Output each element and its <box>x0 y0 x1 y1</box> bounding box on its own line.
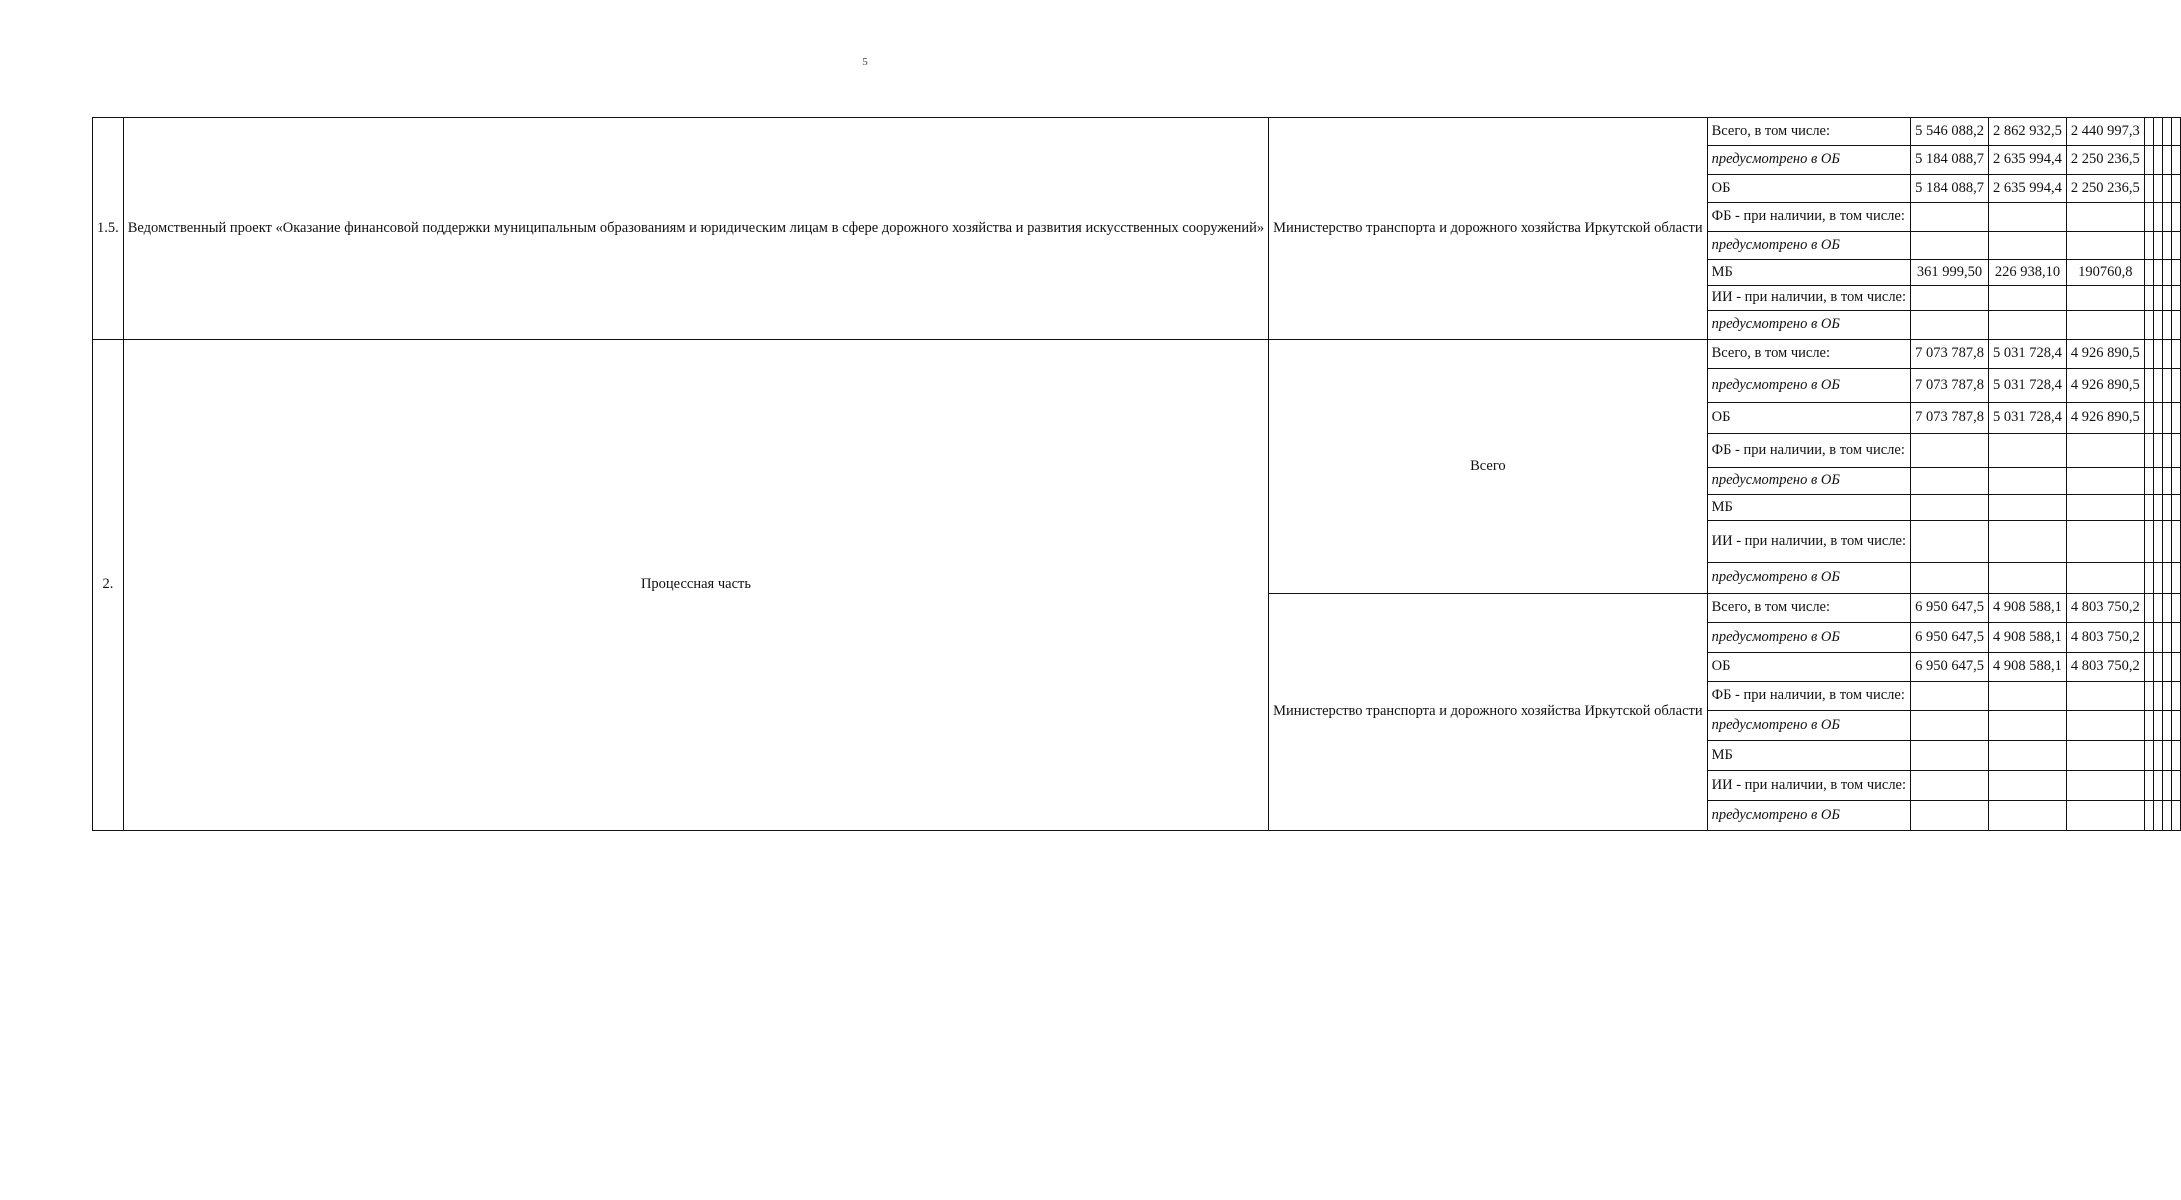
funding-value <box>2162 403 2171 434</box>
funding-value <box>2171 175 2180 203</box>
funding-value <box>1988 232 2066 260</box>
funding-value <box>1911 468 1989 495</box>
funding-value <box>2171 468 2180 495</box>
funding-value: 226 938,10 <box>1988 260 2066 286</box>
funding-value <box>1988 521 2066 563</box>
funding-value: 4 803 750,2 <box>2066 653 2144 682</box>
funding-value <box>1911 563 1989 594</box>
funding-source: предусмотрено в ОБ <box>1707 801 1910 831</box>
table-row <box>93 118 2181 146</box>
funding-value <box>2162 146 2171 175</box>
funding-value <box>2162 203 2171 232</box>
funding-value <box>1988 495 2066 521</box>
funding-value <box>2162 495 2171 521</box>
funding-value <box>2171 403 2180 434</box>
funding-value: 5 184 088,7 <box>1911 146 1989 175</box>
funding-value <box>2144 623 2153 653</box>
funding-source: ФБ - при наличии, в том числе: <box>1707 203 1910 232</box>
funding-value <box>2144 495 2153 521</box>
funding-value <box>2066 741 2144 771</box>
table-row <box>93 340 2181 369</box>
funding-value <box>2153 623 2162 653</box>
funding-value <box>1988 741 2066 771</box>
funding-value <box>1988 203 2066 232</box>
funding-value <box>2171 311 2180 340</box>
funding-value <box>2171 286 2180 311</box>
funding-value <box>2162 340 2171 369</box>
funding-value <box>1911 232 1989 260</box>
funding-value <box>2153 563 2162 594</box>
funding-value <box>2162 434 2171 468</box>
funding-value <box>2162 286 2171 311</box>
funding-value: 7 073 787,8 <box>1911 403 1989 434</box>
funding-value <box>1988 468 2066 495</box>
funding-value <box>1911 521 1989 563</box>
funding-value <box>2144 521 2153 563</box>
funding-value: 4 803 750,2 <box>2066 623 2144 653</box>
funding-value <box>2144 146 2153 175</box>
funding-value <box>2162 521 2171 563</box>
funding-value <box>2153 741 2162 771</box>
funding-value <box>2066 521 2144 563</box>
funding-value <box>2144 369 2153 403</box>
funding-source: МБ <box>1707 495 1910 521</box>
funding-value <box>2153 118 2162 146</box>
funding-source: предусмотрено в ОБ <box>1707 369 1910 403</box>
funding-value <box>2162 260 2171 286</box>
funding-value <box>2066 434 2144 468</box>
funding-value <box>2162 468 2171 495</box>
funding-value: 361 999,50 <box>1911 260 1989 286</box>
executor-name: Министерство транспорта и дорожного хозяйства Иркутской области <box>1269 594 1707 831</box>
funding-value: 2 440 997,3 <box>2066 118 2144 146</box>
funding-value <box>2162 311 2171 340</box>
funding-value <box>2144 801 2153 831</box>
funding-value <box>2162 563 2171 594</box>
funding-value <box>2066 563 2144 594</box>
funding-value <box>1988 311 2066 340</box>
funding-value <box>2144 175 2153 203</box>
funding-value <box>2144 682 2153 711</box>
funding-value <box>2153 232 2162 260</box>
funding-source: ИИ - при наличии, в том числе: <box>1707 771 1910 801</box>
funding-value <box>2162 594 2171 623</box>
funding-value <box>1988 682 2066 711</box>
funding-value <box>2153 369 2162 403</box>
funding-source: ОБ <box>1707 653 1910 682</box>
funding-value <box>2162 175 2171 203</box>
funding-value <box>2066 203 2144 232</box>
funding-value <box>2066 682 2144 711</box>
funding-value <box>1911 711 1989 741</box>
funding-value: 2 635 994,4 <box>1988 146 2066 175</box>
funding-source: предусмотрено в ОБ <box>1707 623 1910 653</box>
funding-value <box>2153 434 2162 468</box>
funding-value <box>2171 203 2180 232</box>
funding-value <box>2171 495 2180 521</box>
funding-value <box>1988 711 2066 741</box>
funding-value: 4 803 750,2 <box>2066 594 2144 623</box>
funding-value <box>1988 434 2066 468</box>
funding-value: 4 926 890,5 <box>2066 340 2144 369</box>
funding-value: 6 950 647,5 <box>1911 594 1989 623</box>
section-number: 2. <box>93 340 124 831</box>
funding-source: МБ <box>1707 741 1910 771</box>
funding-source: предусмотрено в ОБ <box>1707 311 1910 340</box>
funding-value <box>2066 771 2144 801</box>
funding-value <box>2144 711 2153 741</box>
funding-value <box>2153 771 2162 801</box>
funding-source: Всего, в том числе: <box>1707 118 1910 146</box>
funding-value <box>2153 311 2162 340</box>
funding-value <box>2171 232 2180 260</box>
funding-value <box>2162 232 2171 260</box>
funding-source: Всего, в том числе: <box>1707 594 1910 623</box>
funding-value: 5 184 088,7 <box>1911 175 1989 203</box>
funding-value: 2 250 236,5 <box>2066 146 2144 175</box>
funding-value <box>2153 468 2162 495</box>
funding-value <box>1988 563 2066 594</box>
funding-value <box>2066 711 2144 741</box>
funding-value <box>2066 232 2144 260</box>
funding-source: ФБ - при наличии, в том числе: <box>1707 434 1910 468</box>
funding-value <box>2171 594 2180 623</box>
funding-value <box>2171 682 2180 711</box>
funding-source: ИИ - при наличии, в том числе: <box>1707 286 1910 311</box>
funding-value <box>1911 801 1989 831</box>
funding-value <box>2162 369 2171 403</box>
funding-value <box>2153 495 2162 521</box>
funding-value <box>2153 260 2162 286</box>
funding-source: предусмотрено в ОБ <box>1707 563 1910 594</box>
funding-value <box>2144 594 2153 623</box>
funding-value <box>2153 175 2162 203</box>
funding-value: 4 926 890,5 <box>2066 403 2144 434</box>
funding-value <box>2144 203 2153 232</box>
funding-value <box>2144 311 2153 340</box>
funding-value <box>2171 623 2180 653</box>
section-name: Процессная часть <box>123 340 1268 831</box>
funding-value: 7 073 787,8 <box>1911 340 1989 369</box>
funding-value: 5 031 728,4 <box>1988 340 2066 369</box>
funding-value <box>2144 771 2153 801</box>
funding-value <box>2153 286 2162 311</box>
page-number: 5 <box>862 56 868 68</box>
funding-value <box>1988 801 2066 831</box>
funding-value <box>1911 203 1989 232</box>
funding-value <box>1911 682 1989 711</box>
funding-value <box>2171 741 2180 771</box>
funding-value <box>2171 801 2180 831</box>
funding-value <box>1988 771 2066 801</box>
funding-value <box>2162 801 2171 831</box>
funding-value <box>2066 286 2144 311</box>
funding-value <box>2144 741 2153 771</box>
funding-source: ОБ <box>1707 175 1910 203</box>
funding-value <box>2171 653 2180 682</box>
funding-value: 7 073 787,8 <box>1911 369 1989 403</box>
funding-value: 5 546 088,2 <box>1911 118 1989 146</box>
funding-value <box>2153 203 2162 232</box>
funding-value <box>2171 118 2180 146</box>
funding-value <box>2171 340 2180 369</box>
funding-value: 2 635 994,4 <box>1988 175 2066 203</box>
funding-value <box>2144 286 2153 311</box>
funding-value <box>2144 403 2153 434</box>
funding-value: 2 250 236,5 <box>2066 175 2144 203</box>
funding-value <box>2144 118 2153 146</box>
funding-value <box>2153 146 2162 175</box>
funding-value <box>2162 771 2171 801</box>
funding-value <box>1911 771 1989 801</box>
funding-value <box>1911 311 1989 340</box>
funding-value <box>1911 286 1989 311</box>
funding-value <box>1988 286 2066 311</box>
funding-value <box>2153 801 2162 831</box>
funding-value <box>2171 146 2180 175</box>
funding-value <box>2162 653 2171 682</box>
funding-source: Всего, в том числе: <box>1707 340 1910 369</box>
funding-value <box>2153 653 2162 682</box>
funding-source: предусмотрено в ОБ <box>1707 146 1910 175</box>
funding-source: ИИ - при наличии, в том числе: <box>1707 521 1910 563</box>
funding-value: 4 908 588,1 <box>1988 653 2066 682</box>
funding-value <box>2153 711 2162 741</box>
funding-source: ФБ - при наличии, в том числе: <box>1707 682 1910 711</box>
funding-value <box>2162 623 2171 653</box>
funding-value <box>2153 682 2162 711</box>
funding-value <box>2153 521 2162 563</box>
funding-value: 2 862 932,5 <box>1988 118 2066 146</box>
funding-value <box>2171 711 2180 741</box>
funding-value <box>2144 653 2153 682</box>
funding-value <box>1911 434 1989 468</box>
funding-value <box>2162 711 2171 741</box>
budget-table <box>92 117 2181 831</box>
funding-value <box>2066 311 2144 340</box>
funding-value <box>2153 403 2162 434</box>
section-number: 1.5. <box>93 118 124 340</box>
funding-value <box>2162 118 2171 146</box>
funding-value: 4 926 890,5 <box>2066 369 2144 403</box>
funding-value: 4 908 588,1 <box>1988 623 2066 653</box>
executor-name: Министерство транспорта и дорожного хозяйства Иркутской области <box>1269 118 1707 340</box>
funding-value <box>2171 771 2180 801</box>
funding-value <box>2066 801 2144 831</box>
funding-value: 5 031 728,4 <box>1988 403 2066 434</box>
funding-value <box>2162 682 2171 711</box>
funding-source: ОБ <box>1707 403 1910 434</box>
funding-value <box>2171 260 2180 286</box>
funding-value <box>2144 563 2153 594</box>
funding-value <box>2066 468 2144 495</box>
funding-value <box>2171 369 2180 403</box>
funding-value <box>2144 260 2153 286</box>
funding-value <box>2144 434 2153 468</box>
executor-name: Всего <box>1269 340 1707 594</box>
funding-source: предусмотрено в ОБ <box>1707 232 1910 260</box>
funding-value <box>2171 521 2180 563</box>
funding-source: МБ <box>1707 260 1910 286</box>
funding-value <box>2066 495 2144 521</box>
funding-value: 190760,8 <box>2066 260 2144 286</box>
funding-value <box>2153 594 2162 623</box>
funding-source: предусмотрено в ОБ <box>1707 468 1910 495</box>
section-name: Ведомственный проект «Оказание финансовой поддержки муниципальным образованиям и юридическим лицам в сфере дорожного хозяйства и развития искусственных сооружений» <box>123 118 1268 340</box>
funding-value <box>2144 232 2153 260</box>
funding-value: 6 950 647,5 <box>1911 623 1989 653</box>
funding-source: предусмотрено в ОБ <box>1707 711 1910 741</box>
funding-value: 6 950 647,5 <box>1911 653 1989 682</box>
funding-value <box>2171 434 2180 468</box>
funding-value: 5 031 728,4 <box>1988 369 2066 403</box>
funding-value <box>2171 563 2180 594</box>
funding-value: 4 908 588,1 <box>1988 594 2066 623</box>
funding-value <box>2144 340 2153 369</box>
funding-value <box>2153 340 2162 369</box>
funding-value <box>1911 741 1989 771</box>
funding-value <box>2162 741 2171 771</box>
funding-value <box>2144 468 2153 495</box>
funding-value <box>1911 495 1989 521</box>
